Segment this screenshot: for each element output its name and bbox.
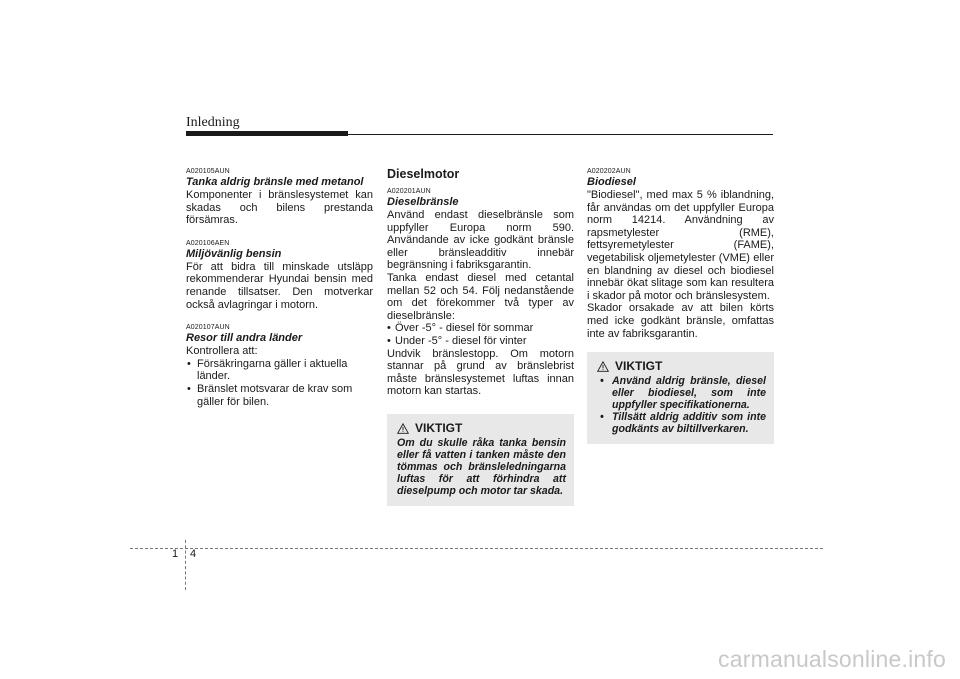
page-number: 4: [190, 548, 197, 560]
section-heading: Miljövänlig bensin: [186, 247, 282, 260]
list-item: • Under -5° - diesel för vinter: [387, 335, 574, 348]
list-item: • Tillsätt aldrig additiv som inte godkänts av biltillverkaren.: [597, 411, 766, 435]
paragraph: Undvik bränslestopp. Om motorn stannar på grund av bränslebrist måste bränslesystemet luftas innan motorn kan startas.: [387, 347, 574, 398]
section-code: A020202AUN: [587, 168, 631, 175]
footer-divider: [185, 540, 186, 590]
section-code: A020107AUN: [186, 324, 230, 332]
page-header-title: Inledning: [186, 115, 240, 130]
warning-triangle-icon: [397, 423, 409, 434]
warning-list: [597, 375, 766, 435]
warning-triangle-icon: [597, 361, 609, 372]
header-rule: [186, 134, 773, 135]
paragraph: Skador orsakade av att bilen körts med icke godkänt bränsle, omfattas inte av fabriksgarantin.: [587, 302, 774, 340]
warning-text: Om du skulle råka tanka bensin eller få vatten i tanken måste den tömmas och bränsleledningarna luftas för att förhindra att dieselpump och motor tar skada.: [397, 436, 566, 497]
section-heading: Biodiesel: [587, 176, 636, 188]
chapter-number: 1: [172, 548, 179, 560]
paragraph: Tanka endast diesel med cetantal mellan 52 och 54. Följ nedanstående om det förekommer två typer av dieselbränsle:: [387, 271, 574, 322]
paragraph: "Biodiesel", med max 5 % iblandning, får användas om det uppfyller Europa norm 14214. Användning av rapsmetylester (RME), fettsyremetylester (FAME), vegetabilisk oljemetylester (VME) eller en blandning av diesel och biodiesel innebär ökat slitage som kan resultera i skador på motor och bränslesystem.: [587, 189, 774, 302]
list-item: • Bränslet motsvarar de krav som gäller för bilen.: [186, 383, 373, 408]
section-heading: Resor till andra länder: [186, 332, 303, 345]
section-intro: Kontrollera att:: [186, 345, 258, 358]
warning-box: [587, 352, 774, 444]
section-code: A020106AEN: [186, 239, 230, 247]
section-title: Dieselmotor: [387, 167, 460, 181]
list-item: • Använd aldrig bränsle, diesel eller biodiesel, som inte uppfyller specifikationerna.: [597, 375, 766, 411]
paragraph: Använd endast dieselbränsle som uppfyller Europa norm 590. Användande av icke godkänt bränsle eller bränsleadditiv innebär begränsning i fabriksgarantin.: [387, 209, 574, 272]
watermark: carmanualsonline.info: [718, 646, 946, 672]
section-heading: Dieselbränsle: [387, 196, 459, 208]
warning-title: VIKTIGT: [415, 420, 463, 435]
section-code: A020105AUN: [186, 168, 230, 175]
column-right: [587, 167, 774, 444]
list-item: • Försäkringarna gäller i aktuella länder.: [186, 358, 373, 383]
footer-rule: [130, 548, 823, 549]
list-item: • Över -5° - diesel för sommar: [387, 322, 574, 335]
column-left: [186, 167, 373, 408]
section-code: A020201AUN: [387, 188, 431, 195]
warning-box: [387, 414, 574, 506]
column-middle: [387, 167, 574, 506]
warning-title: VIKTIGT: [615, 359, 663, 374]
section-heading: Tanka aldrig bränsle med metanol: [186, 176, 364, 188]
section-body: För att bidra till minskade utsläpp rekommenderar Hyundai bensin med renande tillsatser. Den motverkar också avlagringar i motorn.: [186, 260, 373, 311]
bullet-list: [387, 322, 574, 347]
section-body: Komponenter i bränslesystemet kan skadas och bilens prestanda försämras.: [186, 189, 373, 227]
bullet-list: [186, 358, 373, 408]
